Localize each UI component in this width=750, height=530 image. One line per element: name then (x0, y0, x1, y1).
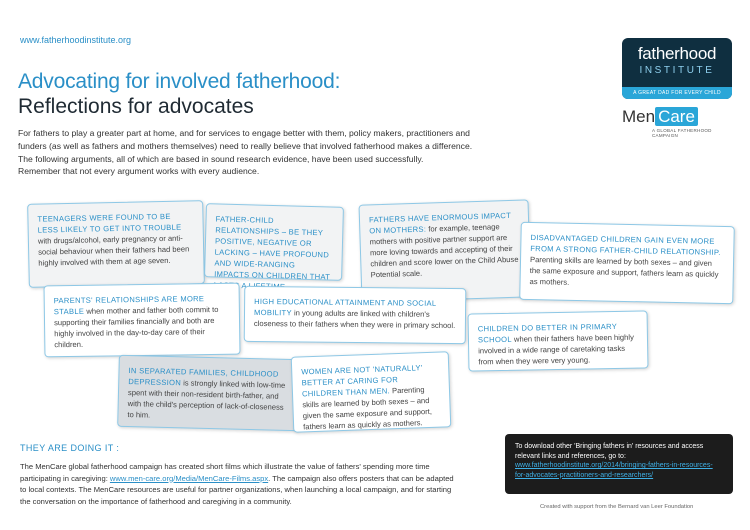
card-primary-school (468, 310, 649, 371)
card-heading: IN SEPARATED FAMILIES, CHILDHOOD DEPRESSION (128, 366, 279, 388)
card-educational-attainment (244, 286, 467, 344)
intro-paragraph-3: Remember that not every argument works with every audience. (18, 166, 260, 177)
card-body: when mother and father both commit to supporting their families financially and both are highly involved in the day-to-day care of their children. (53, 304, 219, 350)
intro-paragraph-1: For fathers to play a greater part at home, and for services to engage better with them, policy makers, practitioners and funders (as well as fathers and mothers themselves) need to really believe that involved fatherhood makes a difference. (18, 128, 473, 151)
page-title: Advocating for involved fatherhood: (18, 70, 341, 93)
card-separated-families (117, 355, 301, 431)
card-heading: CHILDREN DO BETTER IN PRIMARY SCHOOL (477, 321, 618, 345)
logo-care: Care (655, 107, 698, 126)
they-are-doing-it-heading: THEY ARE DOING IT : (20, 443, 120, 453)
card-body: with drugs/alcohol, early pregnancy or anti-social behaviour when their fathers had been highly involved with them at age seven. (37, 233, 190, 268)
card-father-child-relationships (204, 203, 344, 291)
card-body: in young adults are linked with children's closeness to their fathers when they were in primary school. (253, 308, 456, 331)
card-heading: HIGH EDUCATIONAL ATTAINMENT AND SOCIAL MOBILITY (253, 296, 437, 318)
mencare-subtitle: A GLOBAL FATHERHOOD CAMPAIGN (652, 128, 712, 138)
logo-tagline: A GREAT DAD FOR EVERY CHILD (622, 87, 732, 99)
intro-paragraph-2: The following arguments, all of which are based in sound research evidence, have been used successfully. (18, 153, 424, 164)
card-women-not-naturally-better (291, 351, 452, 432)
logo-word-fatherhood: fatherhood (637, 44, 717, 63)
intro-text (18, 127, 488, 178)
card-heading: DISADVANTAGED CHILDREN GAIN EVEN MORE FROM A STRONG FATHER-CHILD RELATIONSHIP. (530, 232, 721, 257)
card-body: when their fathers have been highly involved in a wide range of caretaking tasks from when they were very young. (478, 332, 634, 367)
logo-word-institute: INSTITUTE (639, 65, 715, 76)
card-body: Parenting skills are learned by both sexes – and given the same exposure and support, fathers learn as quickly as mothers. (302, 385, 433, 432)
card-body: is strongly linked with low-time spent with their non-resident birth-father, and with the child's perception of lack-of-closeness to him. (127, 378, 286, 420)
card-parents-relationships (44, 283, 241, 358)
site-url[interactable]: www.fatherhoodinstitute.org (20, 35, 132, 45)
card-teenagers (27, 200, 205, 288)
download-resources-box (505, 434, 733, 494)
mencare-logo (622, 107, 732, 138)
they-are-doing-it-text (20, 461, 460, 507)
credit-line: Created with support from the Bernard van Leer Foundation (540, 504, 694, 510)
doing-text-part-1: The MenCare global fatherhood campaign has created short films which illustrate the value of fathers' spending more time participating in caregiving: (20, 462, 430, 483)
card-heading: PARENTS' RELATIONSHIPS ARE MORE STABLE (53, 294, 205, 317)
mencare-films-link[interactable]: www.men-care.org/Media/MenCare-Films.aspx (109, 473, 269, 483)
download-text: To download other 'Bringing fathers in' resources and access relevant links and references, go to: (515, 443, 704, 460)
card-heading: FATHER-CHILD RELATIONSHIPS – BE THEY POSITIVE, NEGATIVE OR LACKING – HAVE PROFOUND AND WIDE-RANGING IMPACTS ON CHILDREN THAT A (214, 214, 331, 291)
card-body: Parenting skills are learned by both sexes – and given the same exposure and support, fathers learn as quickly as mothers. (529, 254, 719, 287)
logo-men: Men (622, 107, 656, 126)
fatherhood-institute-logo (622, 38, 732, 99)
card-heading: TEENAGERS WERE FOUND TO BE LESS LIKELY TO GET INTO TROUBLE (37, 211, 182, 235)
card-disadvantaged-children (519, 222, 735, 304)
page-subtitle: Reflections for advocates (18, 95, 254, 118)
card-body: for example, teenage mothers with positive partner support are more loving towards and accepting of their children and score lower on the Child Abuse Potential scale. (369, 222, 519, 280)
card-heading: FATHERS HAVE ENORMOUS IMPACT ON MOTHERS: (368, 210, 512, 236)
card-heading: WOMEN ARE NOT 'NATURALLY' BETTER AT CARING FOR CHILDREN THAN MEN. (301, 363, 423, 399)
doing-text-part-2: . The campaign also offers posters that can be adapted to local contexts. The MenCare resources are useful for partner organizations, when launching a local campaign, and for starting the conversation on the importance of fatherhood and caregiving in a community. (20, 473, 454, 506)
download-link[interactable]: www.fatherhoodinstitute.org/2014/bringing-fathers-in-resources-for-advocates-practitioners-and-researchers/ (515, 462, 713, 479)
